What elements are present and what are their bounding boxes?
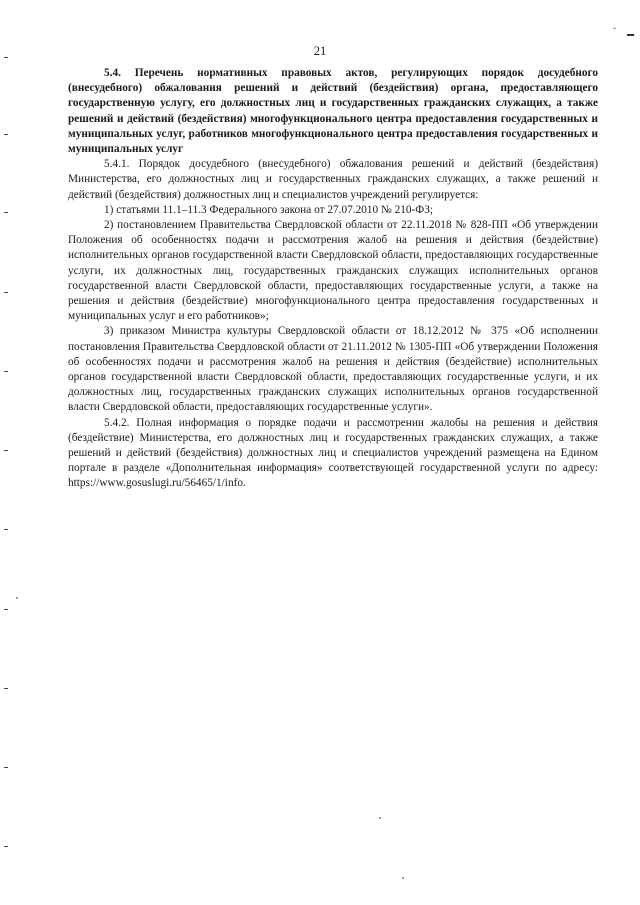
document-body (68, 66, 598, 492)
scan-mark (627, 34, 634, 36)
paragraph-5-4-2: 5.4.2. Полная информация о порядке подачи и рассмотрении жалобы на решения и действия (бездействие) Министерства, его должностных лиц и государственных гражданских служащих, а также решений и действий (бездействия) должностных лиц и специалистов учреждений размещена на Едином портале в разделе «Дополнительная информация» соответствующей государственной услуги по адресу: https://www.gosuslugi.ru/56465/1/info. (68, 416, 598, 490)
margin-mark (4, 134, 8, 135)
margin-mark (4, 212, 8, 213)
paragraph-5-4-1: 5.4.1. Порядок досудебного (внесудебного) обжалования решений и действий (бездействия) Министерства, его должностных лиц и государственных гражданских служащих, а также решений и действий (бездействия) должностных лиц и специалистов учреждений регулируется: (68, 158, 598, 201)
scan-glyph: ˇ (613, 26, 616, 36)
margin-mark (4, 57, 8, 58)
list-item-1: 1) статьями 11.1–11.3 Федерального закона от 27.07.2010 № 210-ФЗ; (104, 203, 434, 216)
list-item-2: 2) постановлением Правительства Свердловской области от 22.11.2018 № 828-ПП «Об утверждении Положения об особенностях подачи и рассмотрения жалоб на решения и действия (бездействие) исполнительных органов государственной власти Свердловской области, предоставляющих государственные услуги, их должностных лиц, государственных гражданских служащих исполнительных органов государственной власти Свердловской области, предоставляющих государственные услуги, а также на решения и действия (бездействие) многофункционального центра предоставления государственных и муниципальных услуг и его работников»; (68, 219, 598, 323)
scan-speck (16, 597, 18, 599)
margin-mark (4, 767, 8, 768)
section-heading: 5.4. Перечень нормативных правовых актов, регулирующих порядок досудебного (внесудебного) обжалования решений и действий (бездействия) органа, предоставляющего государственную услугу, его должностных лиц и государственных гражданских служащих, а также решений и действий (бездействия) многофункционального центра предоставления государственных и муниципальных услуг, работников многофункционального центра предоставления государственных и муниципальных услуг (68, 67, 598, 156)
margin-mark (4, 688, 8, 689)
margin-mark (4, 846, 8, 847)
margin-mark (4, 450, 8, 451)
page-number: 21 (313, 44, 327, 58)
list-item-3: 3) приказом Министра культуры Свердловской области от 18.12.2012 № 375 «Об исполнении постановления Правительства Свердловской области от 21.11.2012 № 1305-ПП «Об утверждении Положения об особенностях подачи и рассмотрения жалоб на решения и действия (бездействие) исполнительных органов государственной власти Свердловской области, предоставляющих государственные услуги, и их должностных лиц, государственных гражданских служащих исполнительных органов государственной власти Свердловской области, предоставляющих государственные услуги». (68, 325, 598, 414)
scan-speck (379, 817, 381, 819)
margin-mark (4, 371, 8, 372)
margin-mark (4, 529, 8, 530)
scan-speck (402, 877, 404, 879)
margin-mark (4, 609, 8, 610)
margin-mark (4, 292, 8, 293)
